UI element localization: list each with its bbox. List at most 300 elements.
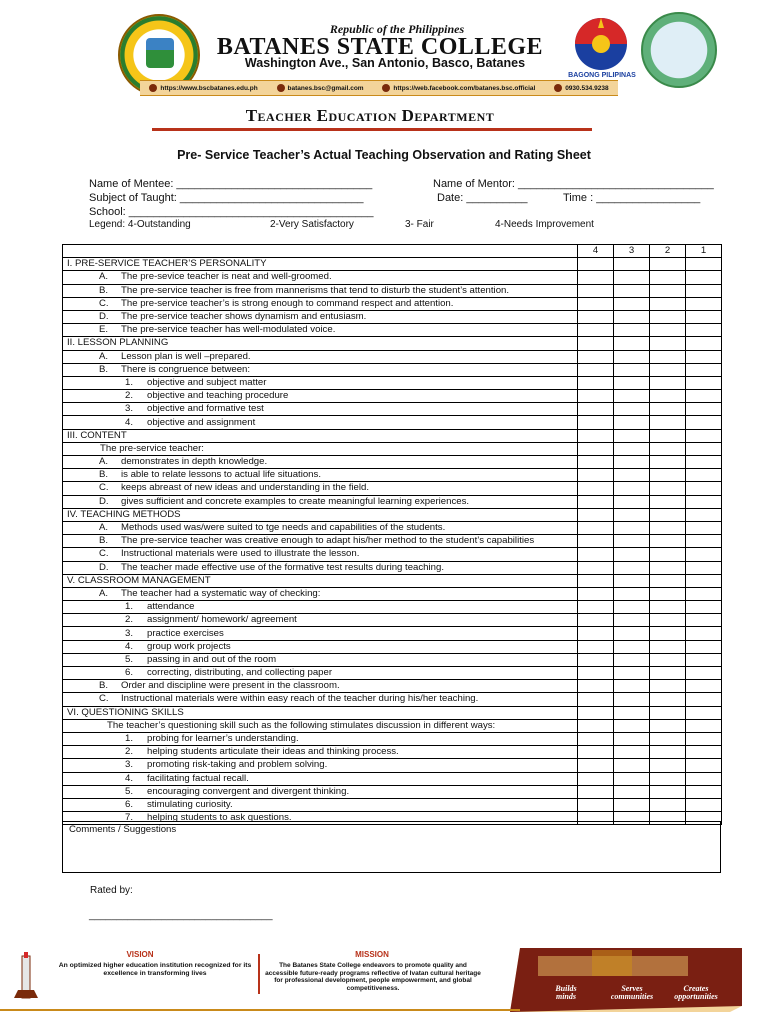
rating-cell-4[interactable] [578,324,614,337]
criteria-text: Instructional materials were within easy reach of the teacher during his/her teaching. [121,693,479,705]
criteria-row [63,376,722,389]
rating-cell-2[interactable] [650,680,686,693]
criteria-row [63,284,722,297]
criteria-row [63,271,722,284]
contact-website[interactable]: https://www.bscbatanes.edu.ph [149,84,257,92]
criteria-number: C. [99,548,109,560]
criteria-number: B. [99,284,109,296]
criteria-row [63,535,722,548]
rating-cell-1[interactable] [686,653,722,666]
criteria-number: 2. [125,614,134,626]
rating-cell-4[interactable] [578,772,614,785]
rating-cell-3[interactable] [614,469,650,482]
criteria-row [63,680,722,693]
criteria-row [63,548,722,561]
rating-cell-4[interactable] [578,574,614,587]
scale-3-header: 3 [614,245,650,258]
criteria-number: A. [99,587,109,599]
scale-header-row [63,245,722,258]
criteria-cell [63,693,578,706]
rating-cell-3[interactable] [614,706,650,719]
criteria-cell [63,785,578,798]
criteria-number: B. [99,469,109,481]
rating-cell-1[interactable] [686,574,722,587]
criteria-cell [63,495,578,508]
section-header-row [63,429,722,442]
rating-cell-4[interactable] [578,390,614,403]
college-name: BATANES STATE COLLEGE [216,34,544,60]
criteria-text: Instructional materials were used to illustrate the lesson. [121,548,360,560]
rating-cell-1[interactable] [686,548,722,561]
criteria-row [63,390,722,403]
bagong-pilipinas-logo [568,14,634,72]
rating-cell-2[interactable] [650,258,686,271]
rating-cell-1[interactable] [686,403,722,416]
rating-cell-1[interactable] [686,456,722,469]
criteria-number: 3. [125,627,134,639]
rating-cell-4[interactable] [578,363,614,376]
school-field[interactable]: School: ________________________________________ [89,206,374,218]
rating-cell-1[interactable] [686,258,722,271]
rating-cell-4[interactable] [578,640,614,653]
criteria-number: E. [99,324,109,336]
rating-cell-2[interactable] [650,759,686,772]
mission-heading: MISSION [355,950,389,959]
criteria-row [63,693,722,706]
criteria-row [63,442,722,455]
rating-cell-3[interactable] [614,258,650,271]
department-title: Teacher Education Department [245,106,495,125]
criteria-cell [63,521,578,534]
criteria-row [63,627,722,640]
rating-cell-4[interactable] [578,785,614,798]
rating-cell-1[interactable] [686,706,722,719]
rating-cell-3[interactable] [614,456,650,469]
rating-cell-2[interactable] [650,271,686,284]
rating-cell-1[interactable] [686,785,722,798]
rating-cell-4[interactable] [578,548,614,561]
criteria-text: keeps abreast of new ideas and understanding in the field. [121,482,370,494]
criteria-number: A. [99,350,109,362]
criteria-number: D. [99,561,109,573]
rating-cell-3[interactable] [614,561,650,574]
criteria-cell [63,337,578,350]
rating-cell-4[interactable] [578,376,614,389]
rating-cell-3[interactable] [614,719,650,732]
criteria-number: 3. [125,403,134,415]
rating-cell-3[interactable] [614,350,650,363]
rating-cell-3[interactable] [614,798,650,811]
rating-cell-4[interactable] [578,258,614,271]
rating-cell-4[interactable] [578,798,614,811]
criteria-text: demonstrates in depth knowledge. [121,456,268,468]
tagline-creates-opportunities: Creates opportunities [674,984,718,1001]
rating-cell-3[interactable] [614,653,650,666]
rating-cell-1[interactable] [686,759,722,772]
contact-email[interactable]: batanes.bsc@gmail.com [277,84,364,92]
criteria-number: A. [99,522,109,534]
rating-cell-2[interactable] [650,548,686,561]
contact-phone: 0930.534.9238 [554,84,608,92]
criteria-row [63,667,722,680]
rating-cell-1[interactable] [686,719,722,732]
rating-cell-4[interactable] [578,601,614,614]
rating-cell-4[interactable] [578,416,614,429]
rating-cell-1[interactable] [686,772,722,785]
criteria-text: group work projects [147,640,231,652]
criteria-cell [63,416,578,429]
rating-cell-3[interactable] [614,376,650,389]
criteria-text: V. CLASSROOM MANAGEMENT [67,574,211,586]
criteria-cell [63,601,578,614]
criteria-text: I. PRE-SERVICE TEACHER’S PERSONALITY [67,258,267,270]
criteria-cell [63,719,578,732]
rating-cell-3[interactable] [614,521,650,534]
scale-1-header: 1 [686,245,722,258]
criteria-cell [63,759,578,772]
criteria-row [63,759,722,772]
rating-cell-1[interactable] [686,469,722,482]
rating-cell-4[interactable] [578,587,614,600]
rating-cell-4[interactable] [578,429,614,442]
rating-cell-2[interactable] [650,469,686,482]
rating-cell-2[interactable] [650,574,686,587]
rating-cell-1[interactable] [686,482,722,495]
rating-cell-2[interactable] [650,706,686,719]
rating-cell-1[interactable] [686,337,722,350]
criteria-text: Lesson plan is well –prepared. [121,350,251,362]
rating-cell-2[interactable] [650,653,686,666]
rating-cell-2[interactable] [650,561,686,574]
rating-cell-1[interactable] [686,614,722,627]
criteria-text: passing in and out of the room [147,653,277,665]
rating-cell-1[interactable] [686,297,722,310]
college-address: Washington Ave., San Antonio, Basco, Batanes [244,56,526,70]
rating-cell-2[interactable] [650,772,686,785]
rating-cell-3[interactable] [614,548,650,561]
rating-cell-1[interactable] [686,284,722,297]
rating-cell-2[interactable] [650,350,686,363]
rating-cell-3[interactable] [614,759,650,772]
criteria-cell [63,587,578,600]
criteria-number: 1. [125,376,134,388]
rating-cell-2[interactable] [650,535,686,548]
criteria-row [63,324,722,337]
rating-cell-1[interactable] [686,416,722,429]
criteria-text: objective and assignment [147,416,256,428]
criteria-row [63,640,722,653]
rating-cell-2[interactable] [650,442,686,455]
rating-cell-3[interactable] [614,442,650,455]
rating-cell-3[interactable] [614,403,650,416]
rating-cell-2[interactable] [650,798,686,811]
rating-cell-3[interactable] [614,640,650,653]
rating-cell-4[interactable] [578,746,614,759]
criteria-row [63,614,722,627]
signature-line[interactable]: _________________________________ [89,910,273,921]
rating-cell-2[interactable] [650,627,686,640]
rating-cell-2[interactable] [650,667,686,680]
rating-cell-1[interactable] [686,350,722,363]
rating-cell-3[interactable] [614,284,650,297]
rating-cell-3[interactable] [614,601,650,614]
rating-cell-1[interactable] [686,442,722,455]
criteria-cell [63,614,578,627]
criteria-row [63,363,722,376]
criteria-text: objective and subject matter [147,376,267,388]
rating-cell-4[interactable] [578,535,614,548]
rating-cell-2[interactable] [650,495,686,508]
criteria-number: B. [99,535,109,547]
criteria-text: III. CONTENT [67,429,127,441]
rating-table [62,244,721,825]
rating-cell-4[interactable] [578,561,614,574]
rating-cell-3[interactable] [614,746,650,759]
globe-icon [149,84,157,92]
rating-cell-4[interactable] [578,706,614,719]
criteria-row [63,798,722,811]
vision-heading: VISION [126,950,154,959]
rating-cell-4[interactable] [578,521,614,534]
criteria-row [63,719,722,732]
mentor-field[interactable]: Name of Mentor: ________________________________ [433,178,714,190]
rating-cell-3[interactable] [614,482,650,495]
rating-cell-3[interactable] [614,667,650,680]
criteria-text: attendance [147,601,195,613]
comments-box[interactable] [62,821,721,873]
rating-cell-3[interactable] [614,574,650,587]
criteria-cell [63,653,578,666]
criteria-text: facilitating factual recall. [147,772,249,784]
rating-cell-2[interactable] [650,416,686,429]
criteria-text: There is congruence between: [121,363,251,375]
scale-4-header: 4 [578,245,614,258]
rating-cell-1[interactable] [686,271,722,284]
criteria-cell [63,456,578,469]
criteria-row [63,601,722,614]
criteria-cell [63,548,578,561]
time-field[interactable]: Time : _________________ [563,192,701,204]
rating-cell-3[interactable] [614,587,650,600]
rating-cell-1[interactable] [686,495,722,508]
criteria-text: IV. TEACHING METHODS [67,508,181,520]
rating-cell-2[interactable] [650,310,686,323]
rating-cell-4[interactable] [578,284,614,297]
criteria-row [63,495,722,508]
rating-cell-2[interactable] [650,785,686,798]
criteria-cell [63,429,578,442]
criteria-cell [63,508,578,521]
rating-cell-3[interactable] [614,614,650,627]
criteria-cell [63,310,578,323]
rating-cell-2[interactable] [650,601,686,614]
legend-outstanding: Legend: 4-Outstanding [89,219,191,230]
rating-cell-4[interactable] [578,693,614,706]
rating-cell-4[interactable] [578,508,614,521]
criteria-cell [63,746,578,759]
rating-cell-2[interactable] [650,719,686,732]
rating-cell-2[interactable] [650,376,686,389]
criteria-text: The pre-service teacher was creative enough to adapt his/her method to the student’s capabilities [121,535,535,547]
rating-cell-1[interactable] [686,627,722,640]
rating-cell-3[interactable] [614,680,650,693]
criteria-number: 3. [125,759,134,771]
rating-cell-2[interactable] [650,297,686,310]
criteria-text: correcting, distributing, and collecting paper [147,667,333,679]
criteria-row [63,732,722,745]
criteria-text: objective and teaching procedure [147,390,289,402]
criteria-row [63,416,722,429]
criteria-number: 1. [125,601,134,613]
rating-cell-3[interactable] [614,495,650,508]
vision-text: An optimized higher education institution recognized for its excellence in transforming lives [58,962,252,977]
rating-cell-4[interactable] [578,667,614,680]
phone-icon [554,84,562,92]
rating-cell-1[interactable] [686,561,722,574]
rating-cell-3[interactable] [614,271,650,284]
rating-cell-4[interactable] [578,403,614,416]
rating-cell-4[interactable] [578,350,614,363]
rating-cell-2[interactable] [650,284,686,297]
rating-cell-1[interactable] [686,798,722,811]
rating-cell-1[interactable] [686,310,722,323]
criteria-number: 4. [125,640,134,652]
criteria-number: C. [99,482,109,494]
criteria-row [63,403,722,416]
title-divider [152,128,592,131]
rating-cell-2[interactable] [650,587,686,600]
subject-field[interactable]: Subject of Taught: ______________________________ [89,192,364,204]
criteria-number: D. [99,495,109,507]
criteria-number: B. [99,680,109,692]
rating-cell-2[interactable] [650,482,686,495]
criteria-cell [63,798,578,811]
criteria-row [63,587,722,600]
rating-cell-3[interactable] [614,337,650,350]
rating-cell-3[interactable] [614,732,650,745]
criteria-number: 5. [125,785,134,797]
contact-facebook[interactable]: https://web.facebook.com/batanes.bsc.official [382,84,535,92]
rating-cell-4[interactable] [578,337,614,350]
rating-cell-3[interactable] [614,429,650,442]
rating-table-body [63,245,722,825]
rating-cell-1[interactable] [686,693,722,706]
criteria-number: 2. [125,746,134,758]
rating-cell-3[interactable] [614,535,650,548]
criteria-number: D. [99,311,109,323]
rating-cell-3[interactable] [614,772,650,785]
republic-label: Republic of the Philippines [329,22,465,36]
criteria-cell [63,574,578,587]
rating-cell-1[interactable] [686,363,722,376]
legend-fair: 3- Fair [405,219,434,230]
rating-cell-2[interactable] [650,640,686,653]
criteria-number: 6. [125,667,134,679]
criteria-text: The teacher’s questioning skill such as the following stimulates discussion in different ways: [107,719,496,731]
rating-cell-1[interactable] [686,521,722,534]
rating-cell-3[interactable] [614,390,650,403]
rating-cell-4[interactable] [578,442,614,455]
rating-cell-2[interactable] [650,456,686,469]
rating-cell-1[interactable] [686,746,722,759]
rating-cell-1[interactable] [686,535,722,548]
rating-cell-4[interactable] [578,732,614,745]
criteria-number: 5. [125,653,134,665]
rating-cell-2[interactable] [650,403,686,416]
rating-cell-4[interactable] [578,759,614,772]
rating-cell-4[interactable] [578,653,614,666]
rating-cell-3[interactable] [614,508,650,521]
rating-cell-4[interactable] [578,456,614,469]
rating-cell-1[interactable] [686,667,722,680]
rating-cell-2[interactable] [650,693,686,706]
rating-cell-1[interactable] [686,429,722,442]
rating-cell-1[interactable] [686,587,722,600]
rating-cell-3[interactable] [614,693,650,706]
rating-cell-3[interactable] [614,785,650,798]
rating-cell-1[interactable] [686,376,722,389]
section-header-row [63,508,722,521]
rating-cell-4[interactable] [578,469,614,482]
criteria-text: probing for learner’s understanding. [147,733,299,745]
rating-cell-1[interactable] [686,324,722,337]
rating-cell-1[interactable] [686,390,722,403]
rating-cell-4[interactable] [578,297,614,310]
rating-cell-3[interactable] [614,363,650,376]
rating-cell-4[interactable] [578,310,614,323]
rating-cell-3[interactable] [614,297,650,310]
rating-cell-2[interactable] [650,732,686,745]
rating-cell-3[interactable] [614,416,650,429]
rating-cell-4[interactable] [578,627,614,640]
rating-cell-2[interactable] [650,508,686,521]
rating-cell-4[interactable] [578,495,614,508]
rating-cell-2[interactable] [650,390,686,403]
rating-cell-3[interactable] [614,627,650,640]
rating-cell-4[interactable] [578,680,614,693]
rating-cell-1[interactable] [686,640,722,653]
rating-cell-1[interactable] [686,732,722,745]
rating-cell-2[interactable] [650,337,686,350]
mentee-field[interactable]: Name of Mentee: ________________________________ [89,178,373,190]
criteria-text: VI. QUESTIONING SKILLS [67,706,184,718]
section-header-row [63,258,722,271]
scale-2-header: 2 [650,245,686,258]
rating-cell-2[interactable] [650,324,686,337]
criteria-cell [63,403,578,416]
rating-cell-1[interactable] [686,680,722,693]
rating-cell-4[interactable] [578,482,614,495]
criteria-row [63,469,722,482]
rating-cell-2[interactable] [650,521,686,534]
rating-cell-4[interactable] [578,271,614,284]
rating-cell-2[interactable] [650,429,686,442]
rating-cell-1[interactable] [686,601,722,614]
rating-cell-3[interactable] [614,310,650,323]
rating-cell-1[interactable] [686,508,722,521]
criteria-text: encouraging convergent and divergent thinking. [147,785,350,797]
rating-cell-4[interactable] [578,614,614,627]
rating-cell-3[interactable] [614,324,650,337]
rating-cell-2[interactable] [650,363,686,376]
rating-cell-4[interactable] [578,719,614,732]
tagline-builds-minds: Builds minds [555,984,577,1001]
rating-cell-2[interactable] [650,614,686,627]
date-field[interactable]: Date: __________ [437,192,528,204]
rating-cell-2[interactable] [650,746,686,759]
criteria-text: Order and discipline were present in the classroom. [121,680,340,692]
criteria-number: 4. [125,772,134,784]
